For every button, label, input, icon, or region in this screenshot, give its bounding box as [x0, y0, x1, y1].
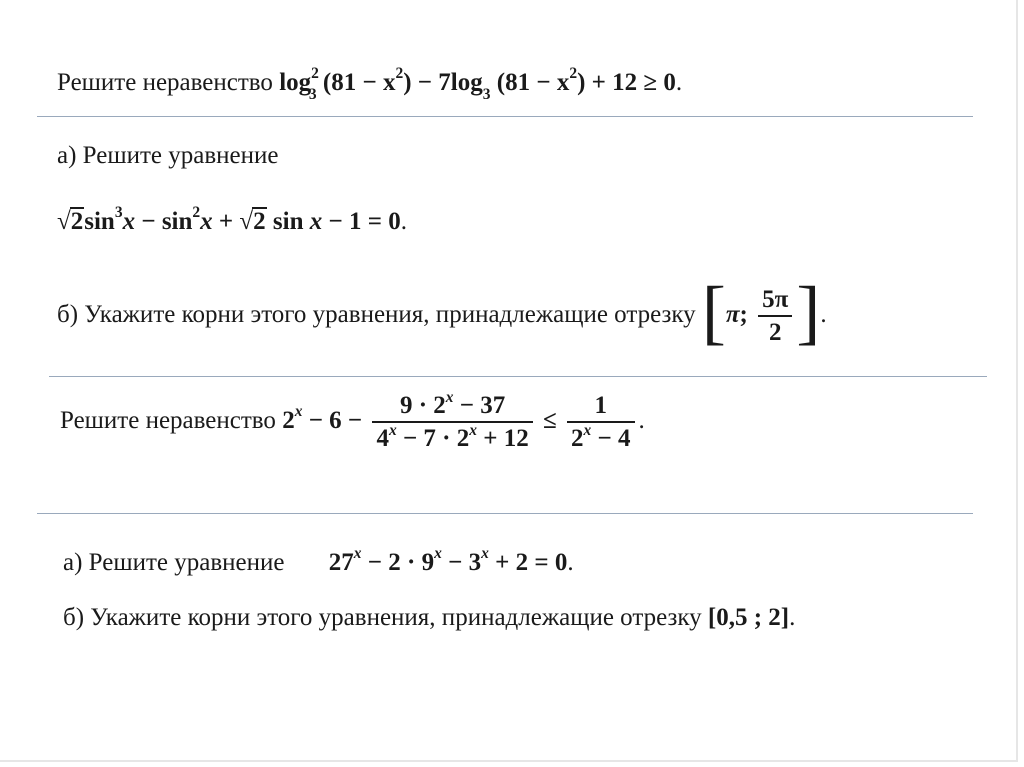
task3-inequality: Решите неравенство $2^x - 6$ − $\frac{9 \cdot 2^x - 37}{4^x - 7 \cdot 2^x + 12}$ ≤ $\frac{1}{2^x - 4}$ . — [60, 388, 645, 453]
sqrt-symbol-2: √2 — [239, 208, 266, 235]
task2-a-label: а) Решите уравнение — [57, 142, 279, 169]
task4-a: а) Решите уравнение $27^x - 2 \cdot 9^x - 3^x + 2 = 0$. — [63, 545, 574, 576]
sqrt-symbol: √2 — [57, 208, 84, 235]
task1-inequality: Решите неравенство $\log^2_3 (81 - x^2) - 7\log_3$ $(81 - x^2) + 12 \ge 0$. — [57, 65, 683, 104]
task4-equation: $27^x - 2 \cdot 9^x - 3^x + 2 = 0$ — [328, 545, 568, 576]
task3-lead: Решите неравенство — [60, 407, 276, 434]
task4-a-label: а) Решите уравнение — [63, 549, 285, 576]
task2-segment: [π; $\frac{5\pi}{2}$ ] — [701, 272, 821, 353]
divider-1 — [37, 116, 973, 117]
task1-expression: $\log^2_3 (81 - x^2) - 7\log_3$ $(81 - x^2) + 12 \ge 0$ — [279, 65, 676, 104]
divider-2 — [49, 376, 987, 377]
task2-b-label: б) Укажите корни этого уравнения, принадлежащие отрезку — [57, 301, 696, 328]
task1-lead: Решите неравенство — [57, 69, 273, 96]
task4-segment: [0,5 ; 2] — [707, 604, 790, 631]
task4-b: б) Укажите корни этого уравнения, принадлежащие отрезку [0,5 ; 2]. — [63, 604, 796, 631]
task2-equation: $√2\sin^3x - \sin^2x + √2$ sin x − 1 = 0. — [57, 204, 407, 235]
fraction-1: $\frac{9 \cdot 2^x - 37}{4^x - 7 \cdot 2^x + 12}$ — [372, 393, 532, 451]
task4-b-label: б) Укажите корни этого уравнения, принадлежащие отрезку — [63, 604, 702, 631]
task2-b: б) Укажите корни этого уравнения, принадлежащие отрезку [π; $\frac{5\pi}{2}$ ]. — [57, 272, 827, 353]
fraction-2: $\frac{1}{2^x - 4}$ — [567, 393, 635, 451]
divider-3 — [37, 513, 973, 514]
